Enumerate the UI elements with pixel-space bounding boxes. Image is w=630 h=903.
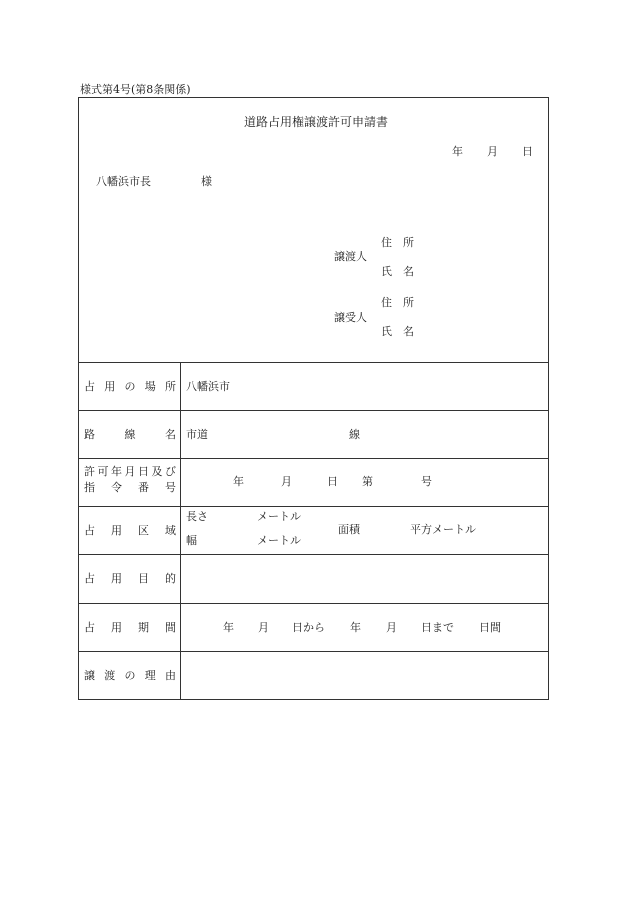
permit-month: 月 [281, 475, 292, 488]
permit-day: 日 [327, 475, 338, 488]
table-rule [78, 410, 549, 411]
column-divider [180, 362, 181, 700]
transferor-address-label: 住 所 [381, 236, 414, 249]
form-title: 道路占用権譲渡許可申請書 [244, 115, 389, 129]
transferor-label: 譲渡人 [334, 250, 367, 263]
table-rule [78, 651, 549, 652]
transferee-name-label: 氏 名 [381, 325, 414, 338]
length-unit: メートル [257, 510, 301, 523]
addressee: 八幡浜市長 [96, 175, 151, 188]
length-label: 長さ [186, 510, 208, 523]
table-rule [78, 603, 549, 604]
table-rule [78, 506, 549, 507]
form-number: 様式第4号(第8条関係) [80, 83, 191, 96]
area-measure-label: 面積 [338, 523, 360, 536]
honorific: 様 [201, 175, 212, 188]
transferor-name-label: 氏 名 [381, 265, 414, 278]
permit-number-suffix: 号 [421, 475, 432, 488]
period-label: 占 用 期 間 [84, 621, 176, 634]
period-start-month: 月 [258, 621, 269, 634]
period-start-day: 日から [292, 621, 325, 634]
area-label: 占 用 区 域 [84, 524, 176, 537]
transferee-label: 譲受人 [334, 311, 367, 324]
width-label: 幅 [186, 534, 197, 547]
route-label: 路 線 名 [84, 428, 176, 441]
route-suffix: 線 [349, 428, 360, 441]
period-days: 日間 [479, 621, 501, 634]
date-year: 年 [452, 145, 463, 158]
permit-number-prefix: 第 [362, 475, 373, 488]
date-month: 月 [487, 145, 498, 158]
table-rule [78, 362, 549, 363]
permit-label-line2: 指 令 番 号 [84, 481, 176, 494]
width-unit: メートル [257, 534, 301, 547]
permit-label-line1: 許 可 年 月 日 及 び [84, 465, 176, 478]
permit-year: 年 [233, 475, 244, 488]
route-prefix: 市道 [186, 428, 208, 441]
location-label: 占 用 の 場 所 [84, 380, 176, 393]
period-end-year: 年 [350, 621, 361, 634]
location-value: 八幡浜市 [186, 380, 230, 393]
reason-label: 譲 渡 の 理 由 [84, 669, 176, 682]
transferee-address-label: 住 所 [381, 296, 414, 309]
table-rule [78, 554, 549, 555]
date-day: 日 [522, 145, 533, 158]
period-start-year: 年 [223, 621, 234, 634]
table-rule [78, 458, 549, 459]
purpose-label: 占 用 目 的 [84, 572, 176, 585]
period-end-month: 月 [386, 621, 397, 634]
period-end-day: 日まで [421, 621, 454, 634]
area-measure-unit: 平方メートル [410, 523, 476, 536]
